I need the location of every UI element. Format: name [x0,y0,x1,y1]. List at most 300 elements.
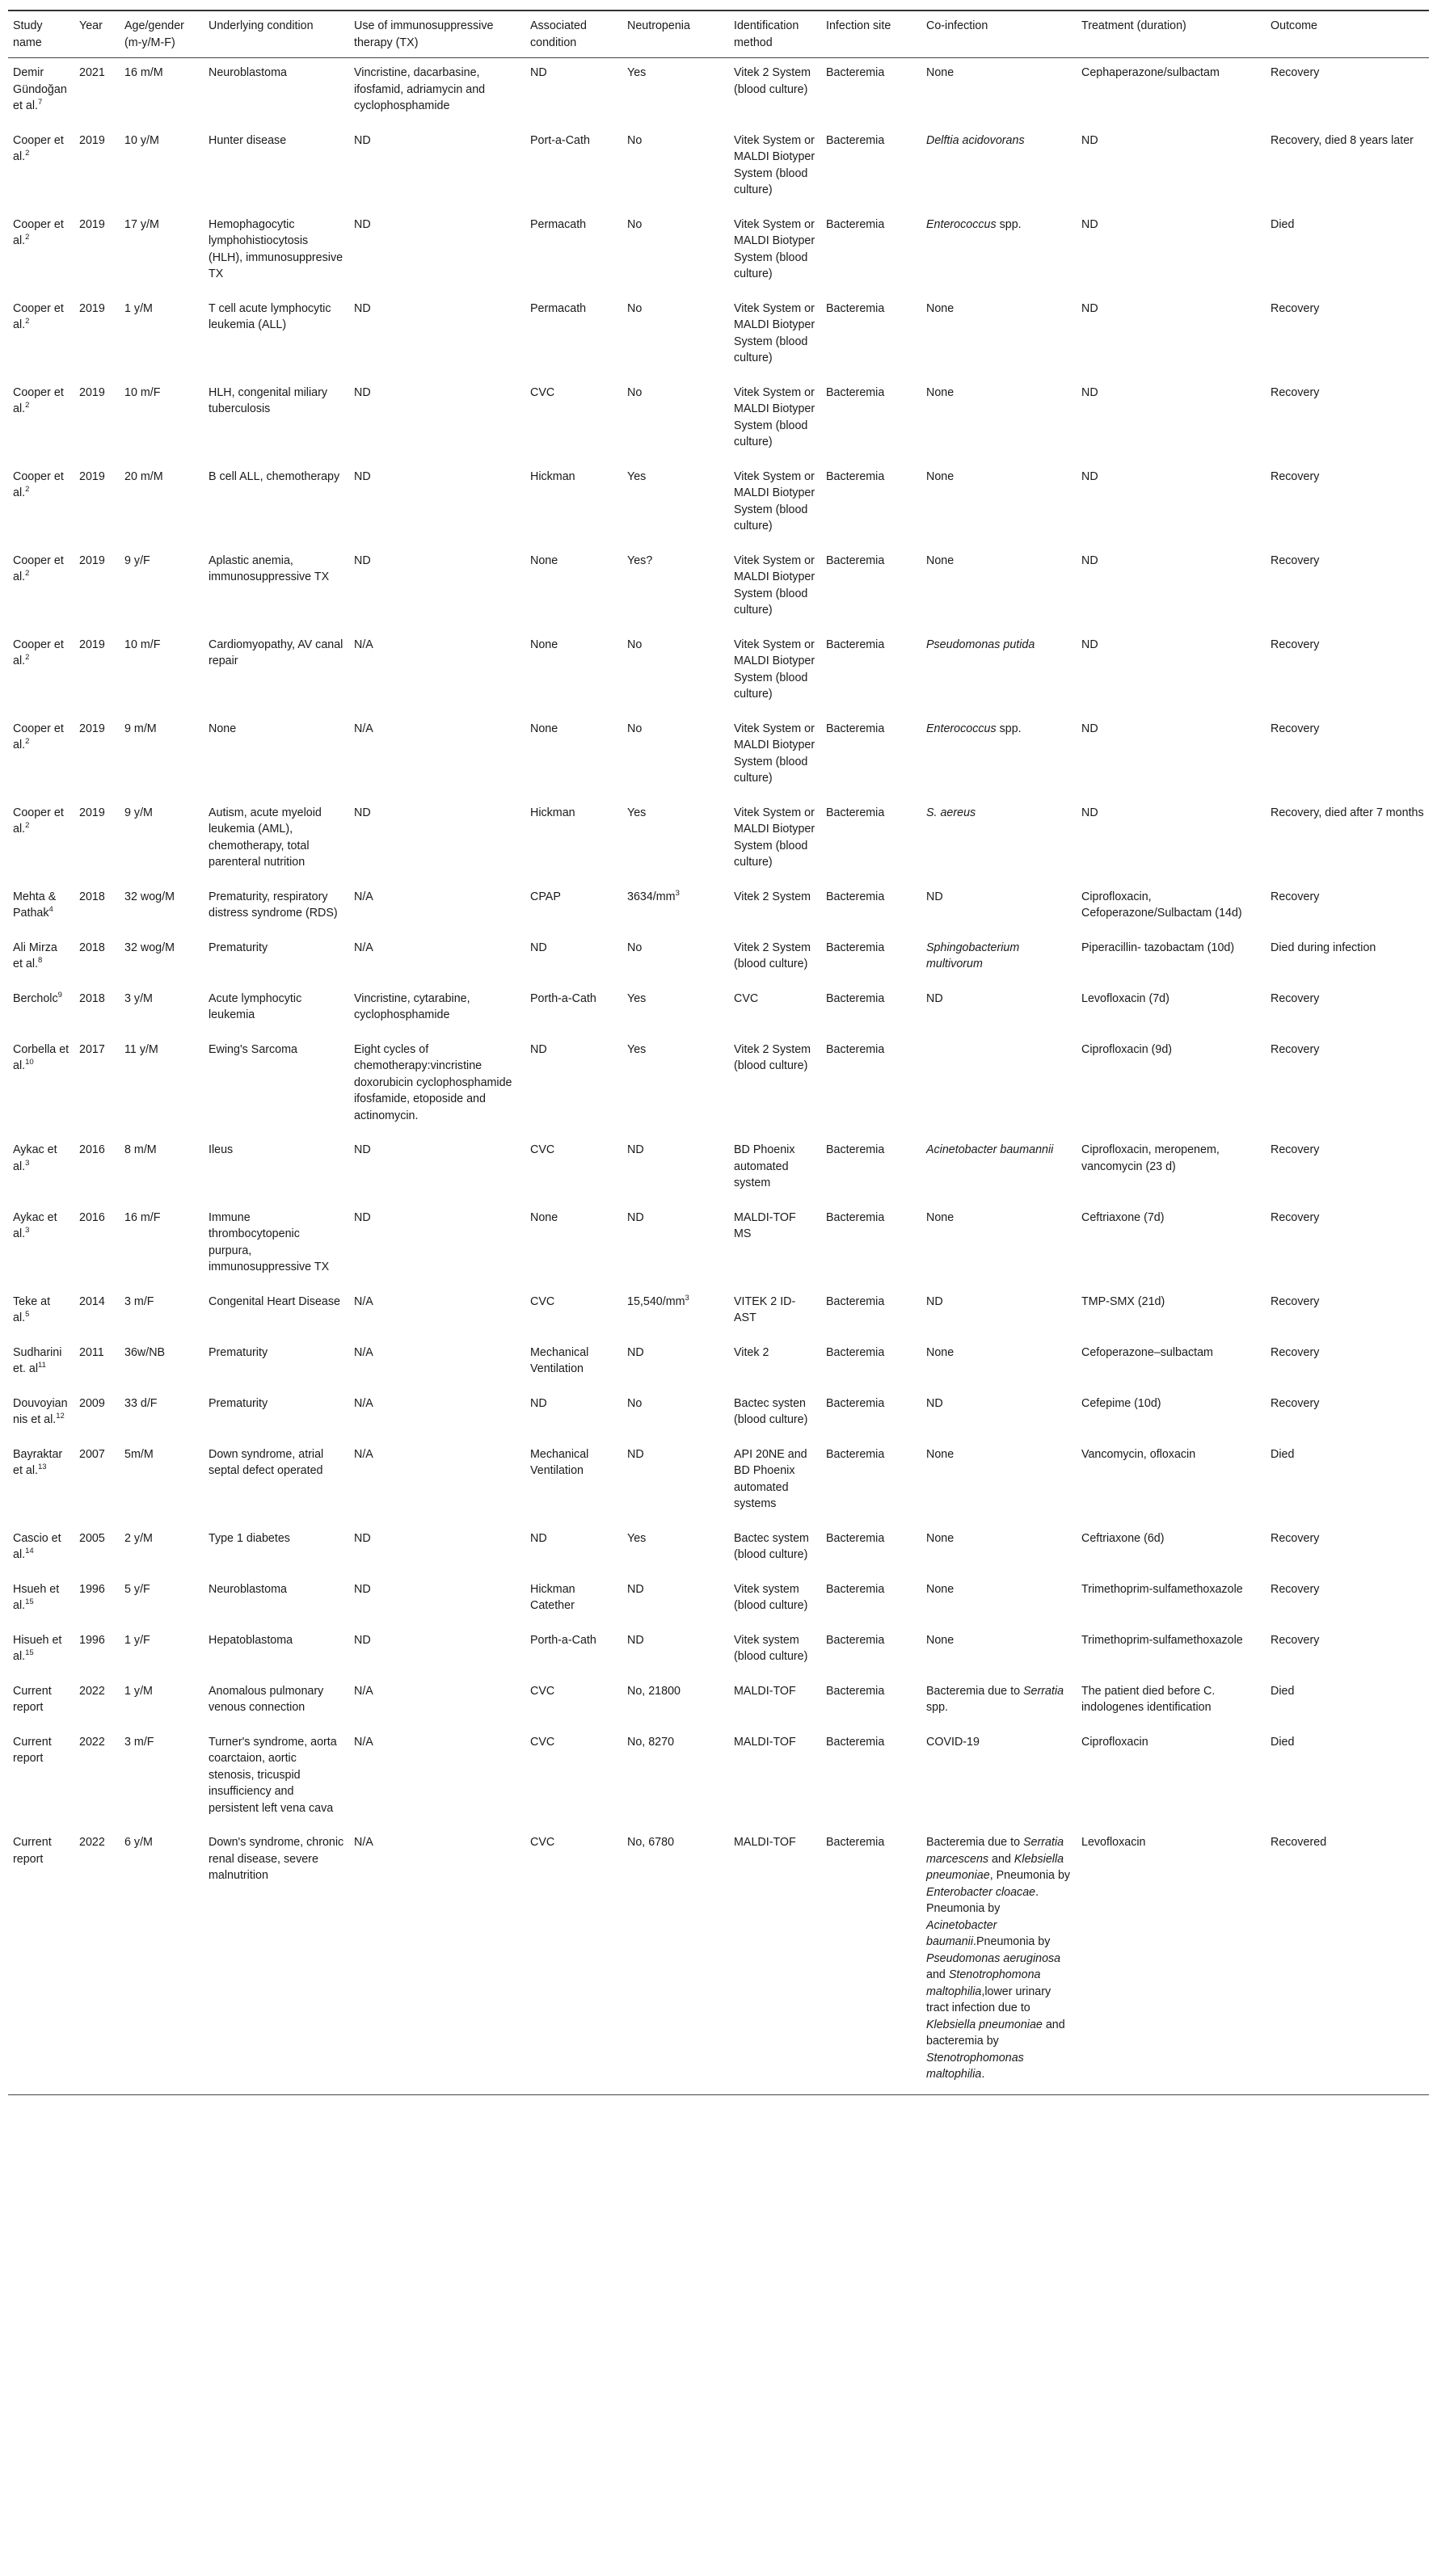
col-header-treatment: Treatment (duration) [1081,19,1186,32]
cell-treatment: Ciprofloxacin [1081,1735,1148,1749]
cell-underlying: Acute lymphocytic leukemia [209,991,302,1021]
cell-outcome: Recovery [1271,301,1320,315]
col-header-underlying: Underlying condition [209,19,314,32]
table-row [8,1338,1429,1389]
cell-associated: CVC [530,1684,555,1698]
cell-immuno: N/A [354,1684,373,1698]
organism-name: Serratia marcescens [926,1836,1064,1866]
cell-neutropenia [622,1626,729,1677]
cell-immuno: N/A [354,1294,373,1308]
cell-immuno: Eight cycles of chemotherapy:vincristine doxorubicin cyclophosphamide ifosfamide, etoposide and actinomycin. [354,1042,512,1122]
organism-name: Sphingobacterium multivorum [926,941,1020,970]
cell-study [8,1135,74,1203]
cell-underlying: Neuroblastoma [209,66,287,79]
cell-site: Bacteremia [826,941,885,954]
cell-coinfection [921,1338,1077,1389]
studies-table [8,10,1429,2095]
neutropenia-value: ND [627,1447,644,1461]
neutropenia-value: No [627,133,643,147]
cell-associated: Hickman [530,806,575,819]
table-row [8,126,1429,210]
cell-identification: Vitek 2 [734,1345,769,1359]
cell-study [8,58,74,126]
cell-neutropenia [622,126,729,210]
cell-immuno: ND [354,469,371,483]
table-row [8,1135,1429,1203]
study-name: Cooper et al. [13,638,64,667]
header-row [8,11,1429,58]
cell-identification: Vitek system (blood culture) [734,1633,808,1663]
cell-site: Bacteremia [826,1633,885,1647]
study-name: Cooper et al. [13,217,64,247]
cell-site: Bacteremia [826,1684,885,1698]
cell-immuno: N/A [354,1447,373,1461]
cell-outcome: Recovery [1271,385,1320,399]
cell-identification: Vitek 2 System (blood culture) [734,1042,811,1072]
organism-name: Acinetobacter baumannii [926,1143,1054,1156]
table-row [8,58,1429,126]
cell-identification: MALDI-TOF [734,1735,796,1749]
study-name: Bayraktar et al. [13,1447,63,1477]
cell-immuno: N/A [354,1345,373,1359]
cell-outcome: Died [1271,1735,1295,1749]
cell-year: 2021 [79,66,105,79]
cell-identification: Vitek 2 System [734,890,811,903]
cell-site: Bacteremia [826,1396,885,1410]
cell-study [8,933,74,984]
table-row [8,1203,1429,1287]
cell-coinfection [921,1575,1077,1626]
coinfection-text: . Pneumonia by [926,1885,1039,1915]
cell-neutropenia [622,1389,729,1440]
cell-identification: Vitek System or MALDI Biotyper System (blood culture) [734,469,815,532]
cell-underlying: Prematurity, respiratory distress syndrome (RDS) [209,890,338,920]
reference-number: 2 [25,653,30,663]
cell-treatment: ND [1081,217,1098,231]
organism-name: Enterococcus [926,722,997,735]
neutropenia-value: Yes [627,469,647,483]
reference-number: 15 [25,1597,34,1607]
cell-study [8,1035,74,1136]
cell-underlying: HLH, congenital miliary tuberculosis [209,385,327,415]
cell-coinfection [921,798,1077,882]
coinfection-text: None [926,1210,954,1224]
cell-treatment: TMP-SMX (21d) [1081,1294,1165,1308]
cell-neutropenia [622,798,729,882]
cell-coinfection [921,210,1077,294]
study-name: Current report [13,1735,52,1765]
cell-site: Bacteremia [826,133,885,147]
cell-identification: CVC [734,991,759,1005]
table-row [8,294,1429,378]
cell-outcome: Recovery [1271,66,1320,79]
reference-number: 13 [38,1463,47,1472]
coinfection-text: Bacteremia due to [926,1836,1024,1849]
cell-identification: Vitek System or MALDI Biotyper System (blood culture) [734,638,815,701]
cell-identification: Vitek System or MALDI Biotyper System (blood culture) [734,722,815,785]
cell-neutropenia [622,1575,729,1626]
cell-coinfection [921,1677,1077,1728]
reference-number: 2 [25,149,30,158]
cell-site: Bacteremia [826,301,885,315]
cell-age: 6 y/M [124,1836,153,1849]
cell-coinfection [921,1828,1077,2094]
cell-outcome: Recovery [1271,991,1320,1005]
cell-study [8,1575,74,1626]
cell-treatment: Trimethoprim-sulfamethoxazole [1081,1633,1243,1647]
cell-year: 2007 [79,1447,105,1461]
col-header-year: Year [79,19,103,32]
cell-site: Bacteremia [826,806,885,819]
cell-coinfection [921,984,1077,1035]
cell-immuno: ND [354,301,371,315]
coinfection-text: and [926,1968,949,1981]
cell-age: 11 y/M [124,1042,158,1056]
cell-age: 1 y/M [124,301,153,315]
cell-neutropenia [622,882,729,933]
cell-coinfection [921,1626,1077,1677]
cell-identification: Vitek System or MALDI Biotyper System (blood culture) [734,806,815,869]
cell-study [8,378,74,462]
cell-outcome: Recovery [1271,1143,1320,1156]
neutropenia-value: No [627,722,643,735]
organism-name: Klebsiella pneumoniae [926,2018,1043,2031]
cell-year: 2019 [79,722,105,735]
cell-treatment: Ceftriaxone (6d) [1081,1531,1165,1545]
cell-underlying: Aplastic anemia, immunosuppressive TX [209,554,330,583]
reference-number: 7 [38,98,43,107]
table-row [8,1035,1429,1136]
table-row [8,1677,1429,1728]
col-header-immuno: Use of immunosuppressive therapy (TX) [354,19,494,49]
cell-coinfection [921,1135,1077,1203]
cell-year: 2019 [79,133,105,147]
cell-treatment: Levofloxacin [1081,1836,1146,1849]
cell-treatment: ND [1081,385,1098,399]
cell-treatment: Trimethoprim-sulfamethoxazole [1081,1582,1243,1596]
cell-outcome: Recovery [1271,890,1320,903]
cell-associated: CVC [530,1836,555,1849]
study-name: Hisueh et al. [13,1633,62,1663]
cell-outcome: Recovery [1271,1633,1320,1647]
coinfection-text: ND [926,1396,943,1410]
cell-coinfection [921,378,1077,462]
coinfection-text: spp. [926,1701,949,1714]
cell-associated: Porth-a-Cath [530,991,596,1005]
cell-underlying: Cardiomyopathy, AV canal repair [209,638,343,667]
neutropenia-value: No [627,638,643,651]
cell-age: 3 m/F [124,1294,154,1308]
coinfection-text: , Pneumonia by [989,1869,1071,1882]
cell-site: Bacteremia [826,1836,885,1849]
coinfection-text: None [926,301,954,315]
cell-year: 2005 [79,1531,105,1545]
organism-name: Stenotrophomonas maltophilia [926,2051,1024,2081]
cell-study [8,1677,74,1728]
coinfection-text: . [981,2068,985,2081]
table-row [8,630,1429,714]
cell-identification: Vitek System or MALDI Biotyper System (blood culture) [734,301,815,364]
cell-immuno: Vincristine, dacarbasine, ifosfamid, adriamycin and cyclophosphamide [354,66,486,112]
cell-treatment: Ciprofloxacin, meropenem, vancomycin (23 d) [1081,1143,1220,1173]
cell-age: 8 m/M [124,1143,157,1156]
cell-immuno: ND [354,1633,371,1647]
cell-underlying: Autism, acute myeloid leukemia (AML), chemotherapy, total parenteral nutrition [209,806,322,869]
cell-site: Bacteremia [826,991,885,1005]
neutropenia-value: ND [627,1345,644,1359]
organism-name: Klebsiella pneumoniae [926,1852,1064,1882]
cell-age: 2 y/M [124,1531,153,1545]
cell-age: 3 m/F [124,1735,154,1749]
reference-number: 8 [38,956,43,966]
cell-associated: ND [530,66,547,79]
neutropenia-value: ND [627,1210,644,1224]
cell-outcome: Recovery [1271,469,1320,483]
cell-treatment: ND [1081,638,1098,651]
cell-associated: Port-a-Cath [530,133,590,147]
cell-study [8,1524,74,1575]
cell-underlying: Prematurity [209,1345,268,1359]
cell-underlying: Congenital Heart Disease [209,1294,340,1308]
cell-associated: None [530,638,558,651]
col-header-associated: Associated condition [530,19,587,49]
cell-study [8,546,74,630]
col-header-site: Infection site [826,19,891,32]
organism-name: Serratia [1023,1684,1064,1698]
cell-study [8,882,74,933]
cell-associated: Permacath [530,301,587,315]
cell-immuno: ND [354,385,371,399]
cell-outcome: Died [1271,1684,1295,1698]
cell-treatment: ND [1081,554,1098,567]
cell-associated: ND [530,1042,547,1056]
cell-age: 5m/M [124,1447,154,1461]
cell-coinfection [921,1728,1077,1829]
cell-year: 2016 [79,1143,105,1156]
cell-treatment: ND [1081,722,1098,735]
cell-immuno: N/A [354,722,373,735]
cell-site: Bacteremia [826,1582,885,1596]
cell-site: Bacteremia [826,1210,885,1224]
reference-number: 4 [48,905,53,915]
cell-treatment: ND [1081,469,1098,483]
unit-exponent: 3 [685,1293,689,1303]
study-name: Cascio et al. [13,1531,61,1561]
study-name: Ali Mirza et al. [13,941,57,970]
study-name: Current report [13,1684,52,1714]
cell-identification: BD Phoenix automated system [734,1143,795,1189]
study-name: Cooper et al. [13,554,64,583]
cell-age: 32 wog/M [124,941,175,954]
cell-year: 2016 [79,1210,105,1224]
cell-neutropenia [622,1524,729,1575]
cell-treatment: Ceftriaxone (7d) [1081,1210,1165,1224]
cell-associated: Permacath [530,217,587,231]
cell-immuno: ND [354,217,371,231]
cell-study [8,1440,74,1524]
cell-study [8,798,74,882]
cell-outcome: Recovery [1271,1345,1320,1359]
table-row [8,1626,1429,1677]
cell-underlying: Hemophagocytic lymphohistiocytosis (HLH), immunosuppresive TX [209,217,343,280]
coinfection-text: ND [926,1294,943,1308]
reference-number: 14 [25,1547,34,1556]
cell-year: 2019 [79,469,105,483]
cell-coinfection [921,462,1077,546]
study-name: Cooper et al. [13,133,64,163]
cell-study [8,1389,74,1440]
cell-outcome: Recovery, died after 7 months [1271,806,1424,819]
cell-year: 2018 [79,890,105,903]
cell-immuno: N/A [354,638,373,651]
cell-site: Bacteremia [826,1042,885,1056]
cell-identification: MALDI-TOF [734,1836,796,1849]
cell-neutropenia [622,714,729,798]
reference-number: 3 [25,1158,30,1168]
cell-study [8,1828,74,2094]
cell-neutropenia [622,58,729,126]
cell-coinfection [921,58,1077,126]
cell-year: 2022 [79,1735,105,1749]
cell-study [8,630,74,714]
cell-neutropenia [622,1338,729,1389]
cell-underlying: Immune thrombocytopenic purpura, immunosuppressive TX [209,1210,330,1273]
cell-treatment: ND [1081,806,1098,819]
cell-treatment: ND [1081,301,1098,315]
cell-outcome: Recovered [1271,1836,1327,1849]
cell-identification: API 20NE and BD Phoenix automated systems [734,1447,807,1510]
reference-number: 11 [38,1361,46,1370]
cell-coinfection [921,1203,1077,1287]
reference-number: 2 [25,233,30,242]
cell-outcome: Recovery [1271,722,1320,735]
cell-treatment: Piperacillin- tazobactam (10d) [1081,941,1235,954]
cell-immuno: ND [354,806,371,819]
cell-study [8,126,74,210]
col-header-outcome: Outcome [1271,19,1318,32]
reference-number: 2 [25,821,30,831]
cell-underlying: Hunter disease [209,133,287,147]
coinfection-text: ND [926,991,943,1005]
coinfection-text: COVID-19 [926,1735,980,1749]
cell-outcome: Died during infection [1271,941,1376,954]
cell-treatment: Ciprofloxacin (9d) [1081,1042,1173,1056]
neutropenia-value: 3634/mm [627,890,676,903]
cell-identification: Vitek 2 System (blood culture) [734,941,811,970]
neutropenia-value: Yes [627,991,647,1005]
cell-neutropenia [622,1440,729,1524]
neutropenia-value: 15,540/mm [627,1294,685,1308]
organism-name: Pseudomonas aeruginosa [926,1951,1061,1965]
cell-identification: Vitek system (blood culture) [734,1582,808,1612]
cell-year: 2022 [79,1836,105,1849]
cell-age: 17 y/M [124,217,159,231]
col-header-identification: Identification method [734,19,799,49]
cell-treatment: Vancomycin, ofloxacin [1081,1447,1196,1461]
reference-number: 2 [25,569,30,579]
cell-outcome: Recovery [1271,554,1320,567]
cell-year: 2019 [79,301,105,315]
cell-age: 9 y/M [124,806,153,819]
cell-associated: CVC [530,1143,555,1156]
cell-site: Bacteremia [826,385,885,399]
cell-neutropenia [622,1677,729,1728]
table-row [8,882,1429,933]
neutropenia-value: No [627,941,643,954]
cell-underlying: Down's syndrome, chronic renal disease, severe malnutrition [209,1836,344,1882]
coinfection-text: None [926,1531,954,1545]
cell-immuno: ND [354,1582,371,1596]
cell-coinfection [921,882,1077,933]
cell-age: 20 m/M [124,469,163,483]
cell-underlying: Anomalous pulmonary venous connection [209,1684,324,1714]
cell-immuno: N/A [354,1396,373,1410]
cell-age: 36w/NB [124,1345,166,1359]
neutropenia-value: Yes [627,66,647,79]
cell-study [8,1338,74,1389]
cell-identification: Vitek System or MALDI Biotyper System (blood culture) [734,385,815,448]
cell-underlying: Ewing's Sarcoma [209,1042,297,1056]
table-row [8,1440,1429,1524]
table-row [8,1287,1429,1338]
cell-immuno: ND [354,1531,371,1545]
cell-immuno: N/A [354,941,373,954]
cell-study [8,1728,74,1829]
coinfection-text: .Pneumonia by [973,1935,1051,1948]
cell-treatment: Cefepime (10d) [1081,1396,1161,1410]
coinfection-text: None [926,469,954,483]
cell-neutropenia [622,378,729,462]
cell-neutropenia [622,210,729,294]
table-row [8,378,1429,462]
cell-neutropenia [622,984,729,1035]
cell-identification: MALDI-TOF [734,1684,796,1698]
organism-name: Pseudomonas putida [926,638,1035,651]
cell-identification: MALDI-TOF MS [734,1210,796,1240]
cell-age: 10 y/M [124,133,159,147]
col-header-neutropenia: Neutropenia [627,19,690,32]
cell-site: Bacteremia [826,554,885,567]
table-row [8,1575,1429,1626]
cell-underlying: B cell ALL, chemotherapy [209,469,340,483]
study-name: Hsueh et al. [13,1582,60,1612]
table-row [8,714,1429,798]
cell-associated: ND [530,941,547,954]
organism-name: Stenotrophomona maltophilia [926,1968,1041,1998]
study-name: Aykac et al. [13,1210,57,1240]
cell-neutropenia [622,1287,729,1338]
neutropenia-value: No [627,217,643,231]
cell-immuno: Vincristine, cytarabine, cyclophosphamide [354,991,470,1021]
cell-underlying: Prematurity [209,1396,268,1410]
cell-age: 16 m/F [124,1210,161,1224]
study-name: Cooper et al. [13,469,64,499]
neutropenia-value: ND [627,1143,644,1156]
cell-underlying: Hepatoblastoma [209,1633,293,1647]
col-header-coinfection: Co-infection [926,19,988,32]
reference-number: 5 [25,1310,30,1320]
cell-neutropenia [622,933,729,984]
cell-underlying: Ileus [209,1143,234,1156]
cell-coinfection [921,1389,1077,1440]
cell-associated: Hickman [530,469,575,483]
cell-neutropenia [622,462,729,546]
neutropenia-value: Yes [627,1531,647,1545]
table-row [8,546,1429,630]
col-header-age: Age/gender (m-y/M-F) [124,19,184,49]
coinfection-text: and [988,1852,1014,1866]
cell-study [8,294,74,378]
